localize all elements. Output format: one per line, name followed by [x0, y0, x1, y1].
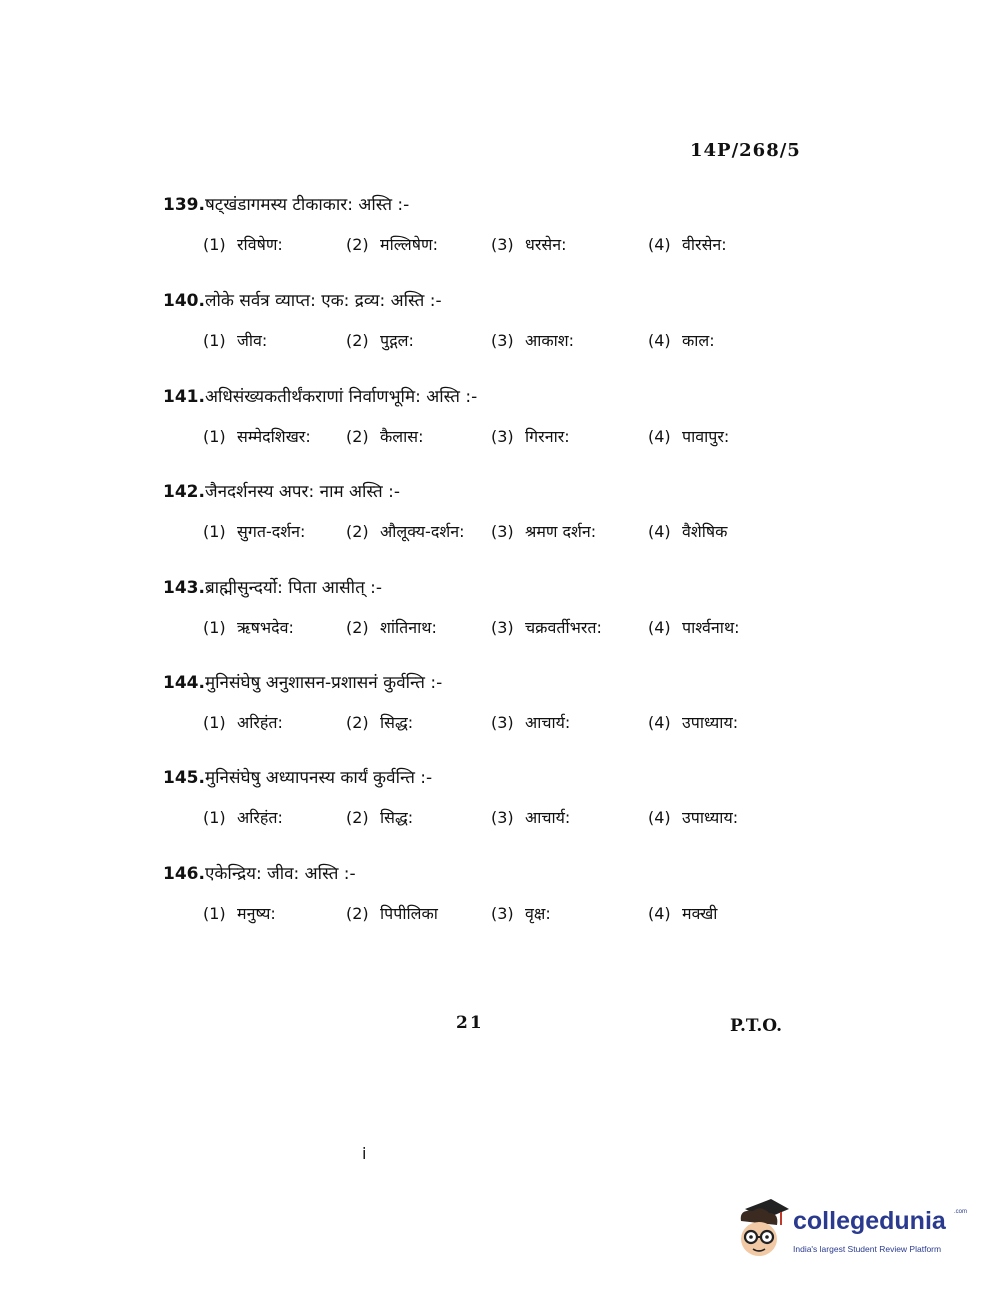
question-number: 143.: [163, 578, 205, 598]
question-number: 145.: [163, 768, 205, 788]
question-number: 142.: [163, 482, 205, 502]
paper-code: 14P/268/5: [690, 140, 801, 161]
question-text: मुनिसंघेषु अध्यापनस्य कार्यं कुर्वन्ति :-: [204, 768, 433, 788]
question-141: [163, 384, 803, 455]
question-142: [163, 479, 803, 550]
brand-name: collegedunia: [793, 1207, 946, 1235]
question-text: षट्खंडागमस्य टीकाकार: अस्ति :-: [204, 195, 410, 215]
question-text: अधिसंख्यकतीर्थंकराणां निर्वाणभूमि: अस्ति :-: [204, 387, 478, 407]
option-4: (4) पार्श्वनाथ:: [648, 618, 740, 637]
option-1: (1) अरिहंत:: [203, 713, 283, 732]
brand-domain: .com: [954, 1209, 968, 1215]
option-3: (3) धरसेन:: [491, 235, 567, 254]
option-4: (4) वीरसेन:: [648, 235, 727, 254]
option-4: (4) वैशेषिक: [648, 522, 728, 541]
options-row: [163, 806, 803, 836]
option-3: (3) चक्रवर्तीभरत:: [491, 618, 602, 637]
options-row: [163, 520, 803, 550]
option-4: (4) उपाध्याय:: [648, 808, 739, 827]
option-1: (1) ऋषभदेव:: [203, 618, 294, 637]
option-1: (1) सुगत-दर्शन:: [203, 522, 306, 541]
option-2: (2) पुद्गल:: [346, 331, 414, 350]
option-4: (4) उपाध्याय:: [648, 713, 739, 732]
question-text: लोके सर्वत्र व्याप्त: एक: द्रव्य: अस्ति :-: [204, 291, 442, 311]
option-1: (1) मनुष्य:: [203, 904, 276, 923]
question-number: 146.: [163, 864, 205, 884]
question-143: [163, 575, 803, 646]
option-1: (1) अरिहंत:: [203, 808, 283, 827]
question-139: [163, 192, 803, 263]
option-4: (4) मक्खी: [648, 904, 718, 923]
page-number: 21: [456, 1013, 484, 1033]
option-4: (4) काल:: [648, 331, 715, 350]
question-number: 141.: [163, 387, 205, 407]
option-3: (3) गिरनार:: [491, 427, 570, 446]
option-3: (3) श्रमण दर्शन:: [491, 522, 597, 541]
options-row: [163, 425, 803, 455]
option-2: (2) सिद्ध:: [346, 808, 414, 827]
option-3: (3) आचार्य:: [491, 713, 571, 732]
pto-label: P.T.O.: [730, 1016, 782, 1036]
option-3: (3) आकाश:: [491, 331, 575, 350]
options-row: [163, 902, 803, 932]
question-text: जैनदर्शनस्य अपर: नाम अस्ति :-: [204, 482, 400, 502]
options-row: [163, 711, 803, 741]
options-row: [163, 616, 803, 646]
option-2: (2) मल्लिषेण:: [346, 235, 438, 254]
question-146: [163, 861, 803, 932]
option-2: (2) पिपीलिका: [346, 904, 438, 923]
question-text: एकेन्द्रिय: जीव: अस्ति :-: [204, 864, 356, 884]
option-2: (2) सिद्ध:: [346, 713, 414, 732]
option-1: (1) जीव:: [203, 331, 268, 350]
question-number: 139.: [163, 195, 205, 215]
option-2: (2) कैलास:: [346, 427, 424, 446]
mascot-icon: [735, 1195, 791, 1265]
option-1: (1) रविषेण:: [203, 235, 283, 254]
option-3: (3) आचार्य:: [491, 808, 571, 827]
options-row: [163, 233, 803, 263]
question-140: [163, 288, 803, 359]
option-2: (2) शांतिनाथ:: [346, 618, 437, 637]
question-145: [163, 765, 803, 836]
option-3: (3) वृक्ष:: [491, 904, 551, 923]
question-text: ब्राह्मीसुन्दर्यो: पिता आसीत् :-: [204, 578, 383, 598]
question-144: [163, 670, 803, 741]
collegedunia-watermark: [735, 1195, 968, 1265]
stray-mark: i: [362, 1144, 367, 1163]
options-row: [163, 329, 803, 359]
brand-tagline: India's largest Student Review Platform: [793, 1244, 942, 1254]
option-1: (1) सम्मेदशिखर:: [203, 427, 311, 446]
question-number: 140.: [163, 291, 205, 311]
option-4: (4) पावापुर:: [648, 427, 730, 446]
question-number: 144.: [163, 673, 205, 693]
question-text: मुनिसंघेषु अनुशासन-प्रशासनं कुर्वन्ति :-: [204, 673, 443, 693]
option-2: (2) औलूक्य-दर्शन:: [346, 522, 465, 541]
